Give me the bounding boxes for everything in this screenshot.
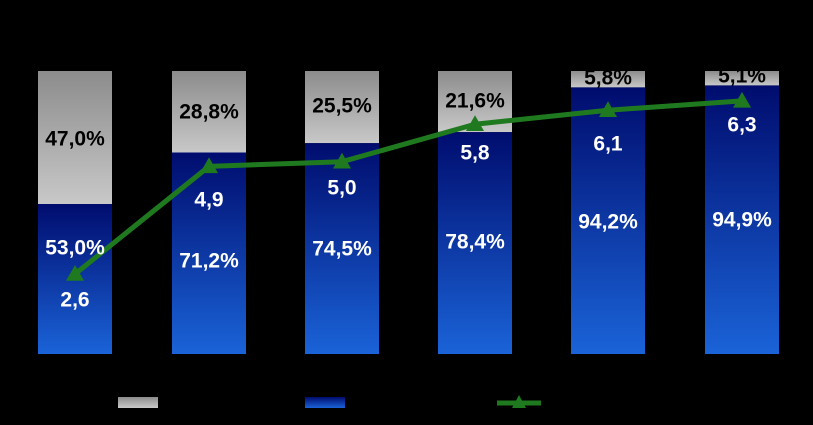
data-label-line-5: 6,3	[727, 113, 757, 137]
data-label-blue-0: 53,0%	[45, 236, 105, 260]
data-label-gray-4: 5,8%	[584, 66, 632, 90]
legend-swatch-gray	[118, 397, 158, 408]
data-label-gray-2: 25,5%	[312, 94, 372, 118]
legend-swatch-blue	[305, 397, 345, 408]
legend	[118, 395, 541, 408]
line-layer	[66, 89, 751, 281]
data-label-line-4: 6,1	[593, 132, 623, 156]
data-label-blue-2: 74,5%	[312, 237, 372, 261]
labels-layer	[45, 65, 772, 312]
data-label-line-1: 4,9	[194, 188, 224, 212]
data-label-blue-3: 78,4%	[445, 230, 505, 254]
data-label-gray-3: 21,6%	[445, 89, 505, 113]
data-label-gray-0: 47,0%	[45, 127, 105, 151]
data-label-line-2: 5,0	[327, 176, 357, 200]
data-label-blue-1: 71,2%	[179, 249, 239, 273]
data-label-gray-1: 28,8%	[179, 100, 239, 124]
data-label-line-3: 5,8	[460, 141, 490, 165]
data-label-line-0: 2,6	[60, 288, 90, 312]
data-label-gray-5: 5,1%	[718, 64, 766, 88]
data-label-blue-4: 94,2%	[578, 210, 638, 234]
data-label-blue-5: 94,9%	[712, 208, 772, 232]
